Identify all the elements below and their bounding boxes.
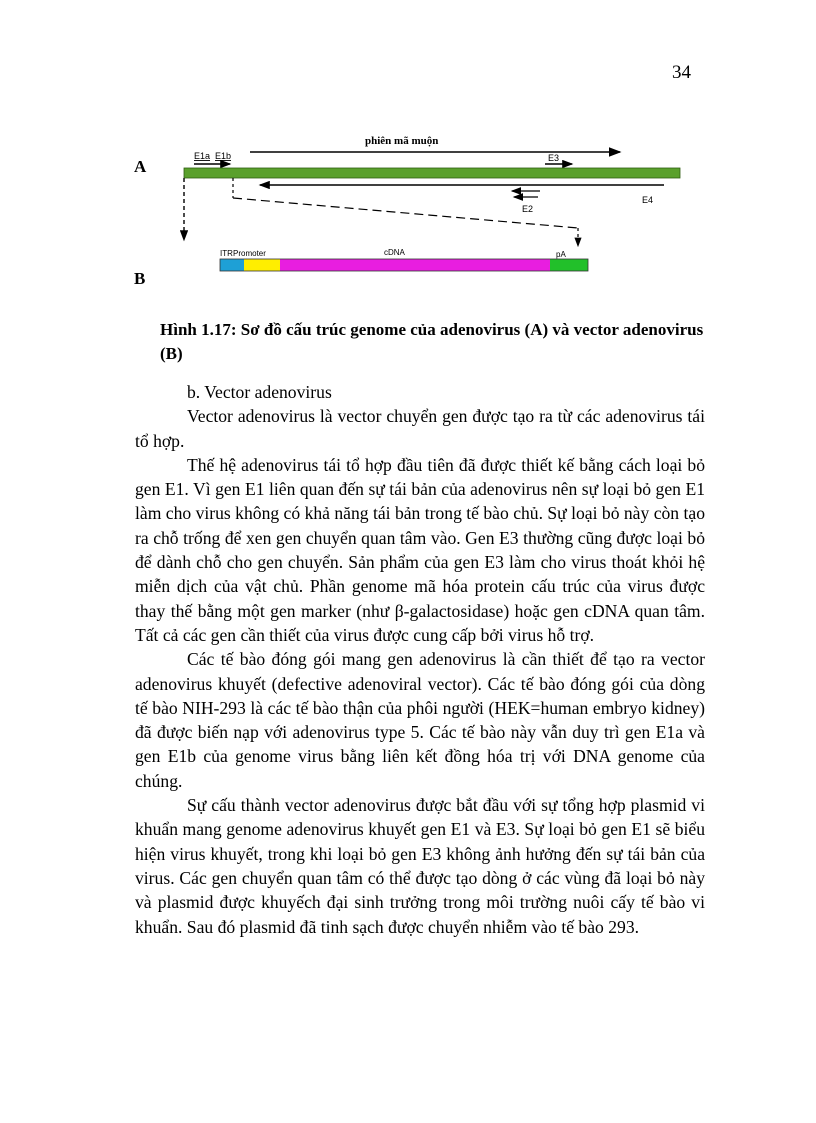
section-heading: b. Vector adenovirus	[187, 382, 332, 402]
paragraph: Sự cấu thành vector adenovirus được bắt đầu với sự tổng hợp plasmid vi khuẩn mang genome adenovirus khuyết gen E1 và E3. Sự loại bỏ gen E1 sẽ biểu hiện virus khuyết, trong khi loại bỏ gen E3 không ảnh hưởng đến sự tái bản của virus. Các gen chuyển quan tâm có thể được tạo dòng ở các vùng đã loại bỏ này và plasmid được khuyếch đại sinh trưởng trong môi trường nuôi cấy tế bào vi khuẩn. Sau đó plasmid đã tinh sạch được chuyển nhiễm vào tế bào 293.	[135, 795, 705, 937]
e2-label: E2	[522, 204, 534, 214]
late-transcription-label: phiên mã muộn	[365, 135, 439, 147]
panel-a-label: A	[134, 157, 147, 176]
panel-b-label: B	[134, 269, 146, 288]
adenovirus-genome-bar	[184, 168, 680, 178]
paragraph: Thế hệ adenovirus tái tổ hợp đầu tiên đã được thiết kế bằng cách loại bỏ gen E1. Vì gen E1 liên quan đến sự tái bản của adenovirus nên sự loại bỏ gen E1 làm cho virus không có khả năng tái bản trong tế bào chủ. Sự loại bỏ này còn tạo ra chỗ trống để xen gen chuyển quan tâm vào. Gen E3 thường cũng được loại bỏ để dành chỗ cho gen chuyển. Sản phẩm của gen E3 làm cho virus thoát khỏi hệ miễn dịch của vật chủ. Phần genome mã hóa protein cấu trúc của virus được thay thế bằng một gen marker (như β-galactosidase) hoặc gen cDNA quan tâm. Tất cả các gen cần thiết của virus được cung cấp bởi virus hỗ trợ.	[135, 454, 705, 645]
paragraph: Vector adenovirus là vector chuyển gen được tạo ra từ các adenovirus tái tổ hợp.	[135, 406, 705, 451]
figure-caption: Hình 1.17: Sơ đồ cấu trúc genome của adenovirus (A) và vector adenovirus (B)	[160, 320, 704, 363]
promoter-label: Promoter	[233, 249, 266, 258]
paragraph: Các tế bào đóng gói mang gen adenovirus là cần thiết để tạo ra vector adenovirus khuyết (defective adenoviral vector). Các tế bào đóng gói của dòng tế bào NIH-293 là các tế bào thận của phôi người (HEK=human embryo kidney) đã được biến nạp với adenovirus type 5. Các tế bào này vẫn duy trì gen E1a và gen E1b của genome virus bằng liên kết đồng hóa trị với DNA genome của chúng.	[135, 649, 705, 791]
e3-label: E3	[548, 153, 560, 163]
pa-label: pA	[556, 250, 566, 259]
body-text	[135, 380, 705, 939]
page-number: 34	[672, 62, 691, 83]
e1a-label: E1a	[194, 151, 211, 161]
e4-label: E4	[642, 195, 654, 205]
vector-cdna-segment	[280, 259, 550, 271]
itr-label: ITR	[220, 249, 233, 258]
adenovirus-figure	[120, 128, 710, 298]
vector-promoter-segment	[244, 259, 280, 271]
e1b-label: E1b	[215, 151, 232, 161]
vector-itr-segment	[220, 259, 244, 271]
cdna-label: cDNA	[384, 248, 405, 257]
adenovirus-diagram	[120, 128, 710, 298]
vector-pa-segment	[550, 259, 588, 271]
